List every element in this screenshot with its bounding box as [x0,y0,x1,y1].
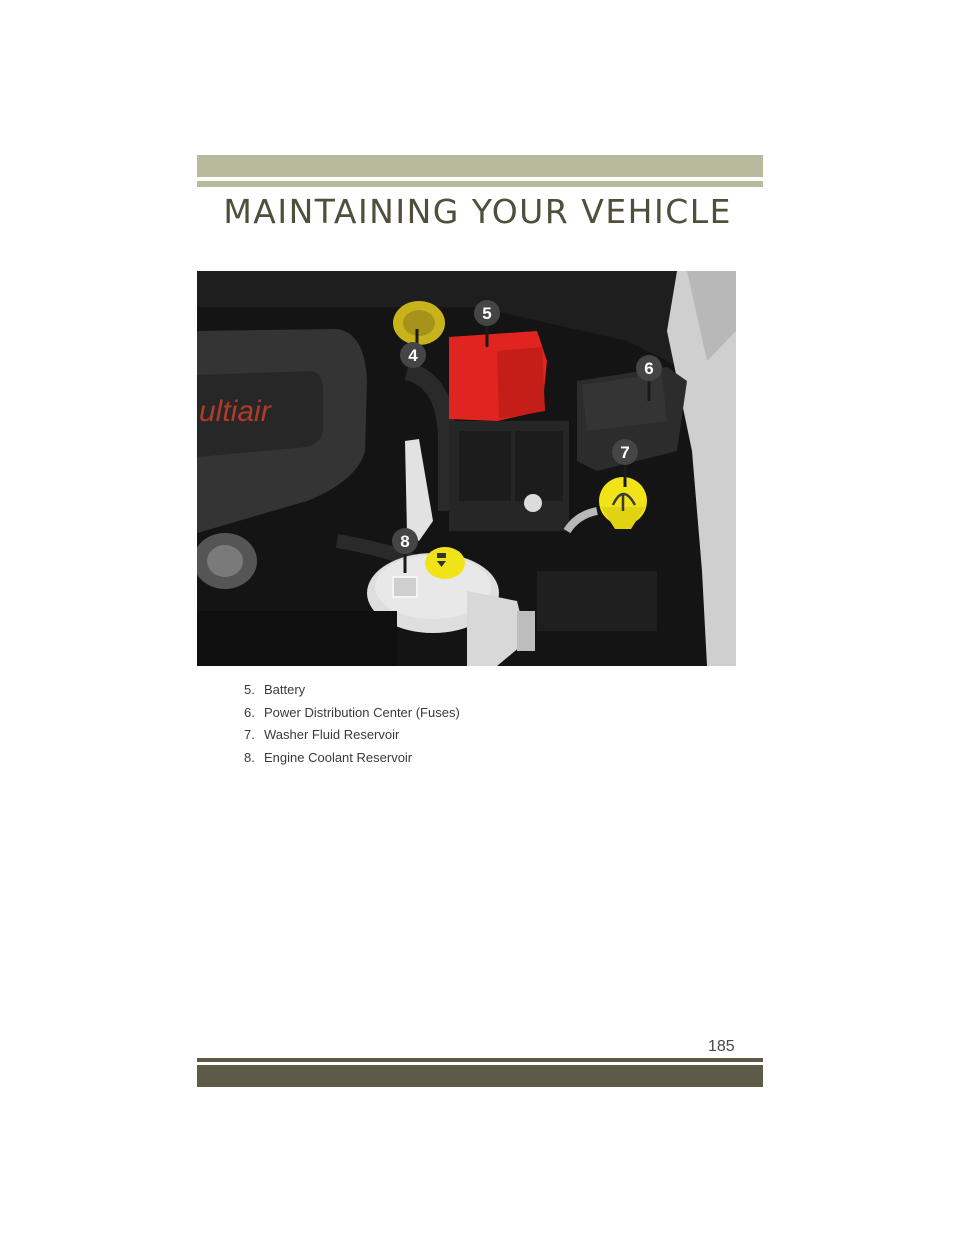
footer-band [197,1065,763,1087]
svg-text:8: 8 [400,532,410,551]
legend-item-label: Battery [264,682,306,697]
legend-item [244,682,460,705]
legend-item-label: Engine Coolant Reservoir [264,750,413,766]
legend-item-label: Washer Fluid Reservoir [264,727,400,743]
legend-item [244,705,460,728]
legend-item-number: 6. [244,704,255,720]
engine-compartment-figure [197,271,736,666]
svg-text:7: 7 [620,443,630,462]
legend-item-number: 5. [244,682,255,697]
header-rule [197,181,763,187]
svg-text:5: 5 [482,304,492,323]
legend-item [244,727,460,750]
legend-item-number: 7. [244,727,255,743]
svg-text:4: 4 [408,346,418,365]
legend-item-number: 8. [244,750,255,766]
section-title: MAINTAINING YOUR VEHICLE [223,192,732,231]
svg-text:6: 6 [644,359,654,378]
header-band [197,155,763,177]
engine-cover-brand-text: ultiair [199,395,271,428]
legend-item [244,750,460,773]
page-number: 185 [708,1038,735,1055]
figure-legend [244,682,460,773]
legend-item-label: Power Distribution Center (Fuses) [264,704,460,720]
footer-rule [197,1058,763,1062]
engine-compartment-illustration [197,271,736,666]
